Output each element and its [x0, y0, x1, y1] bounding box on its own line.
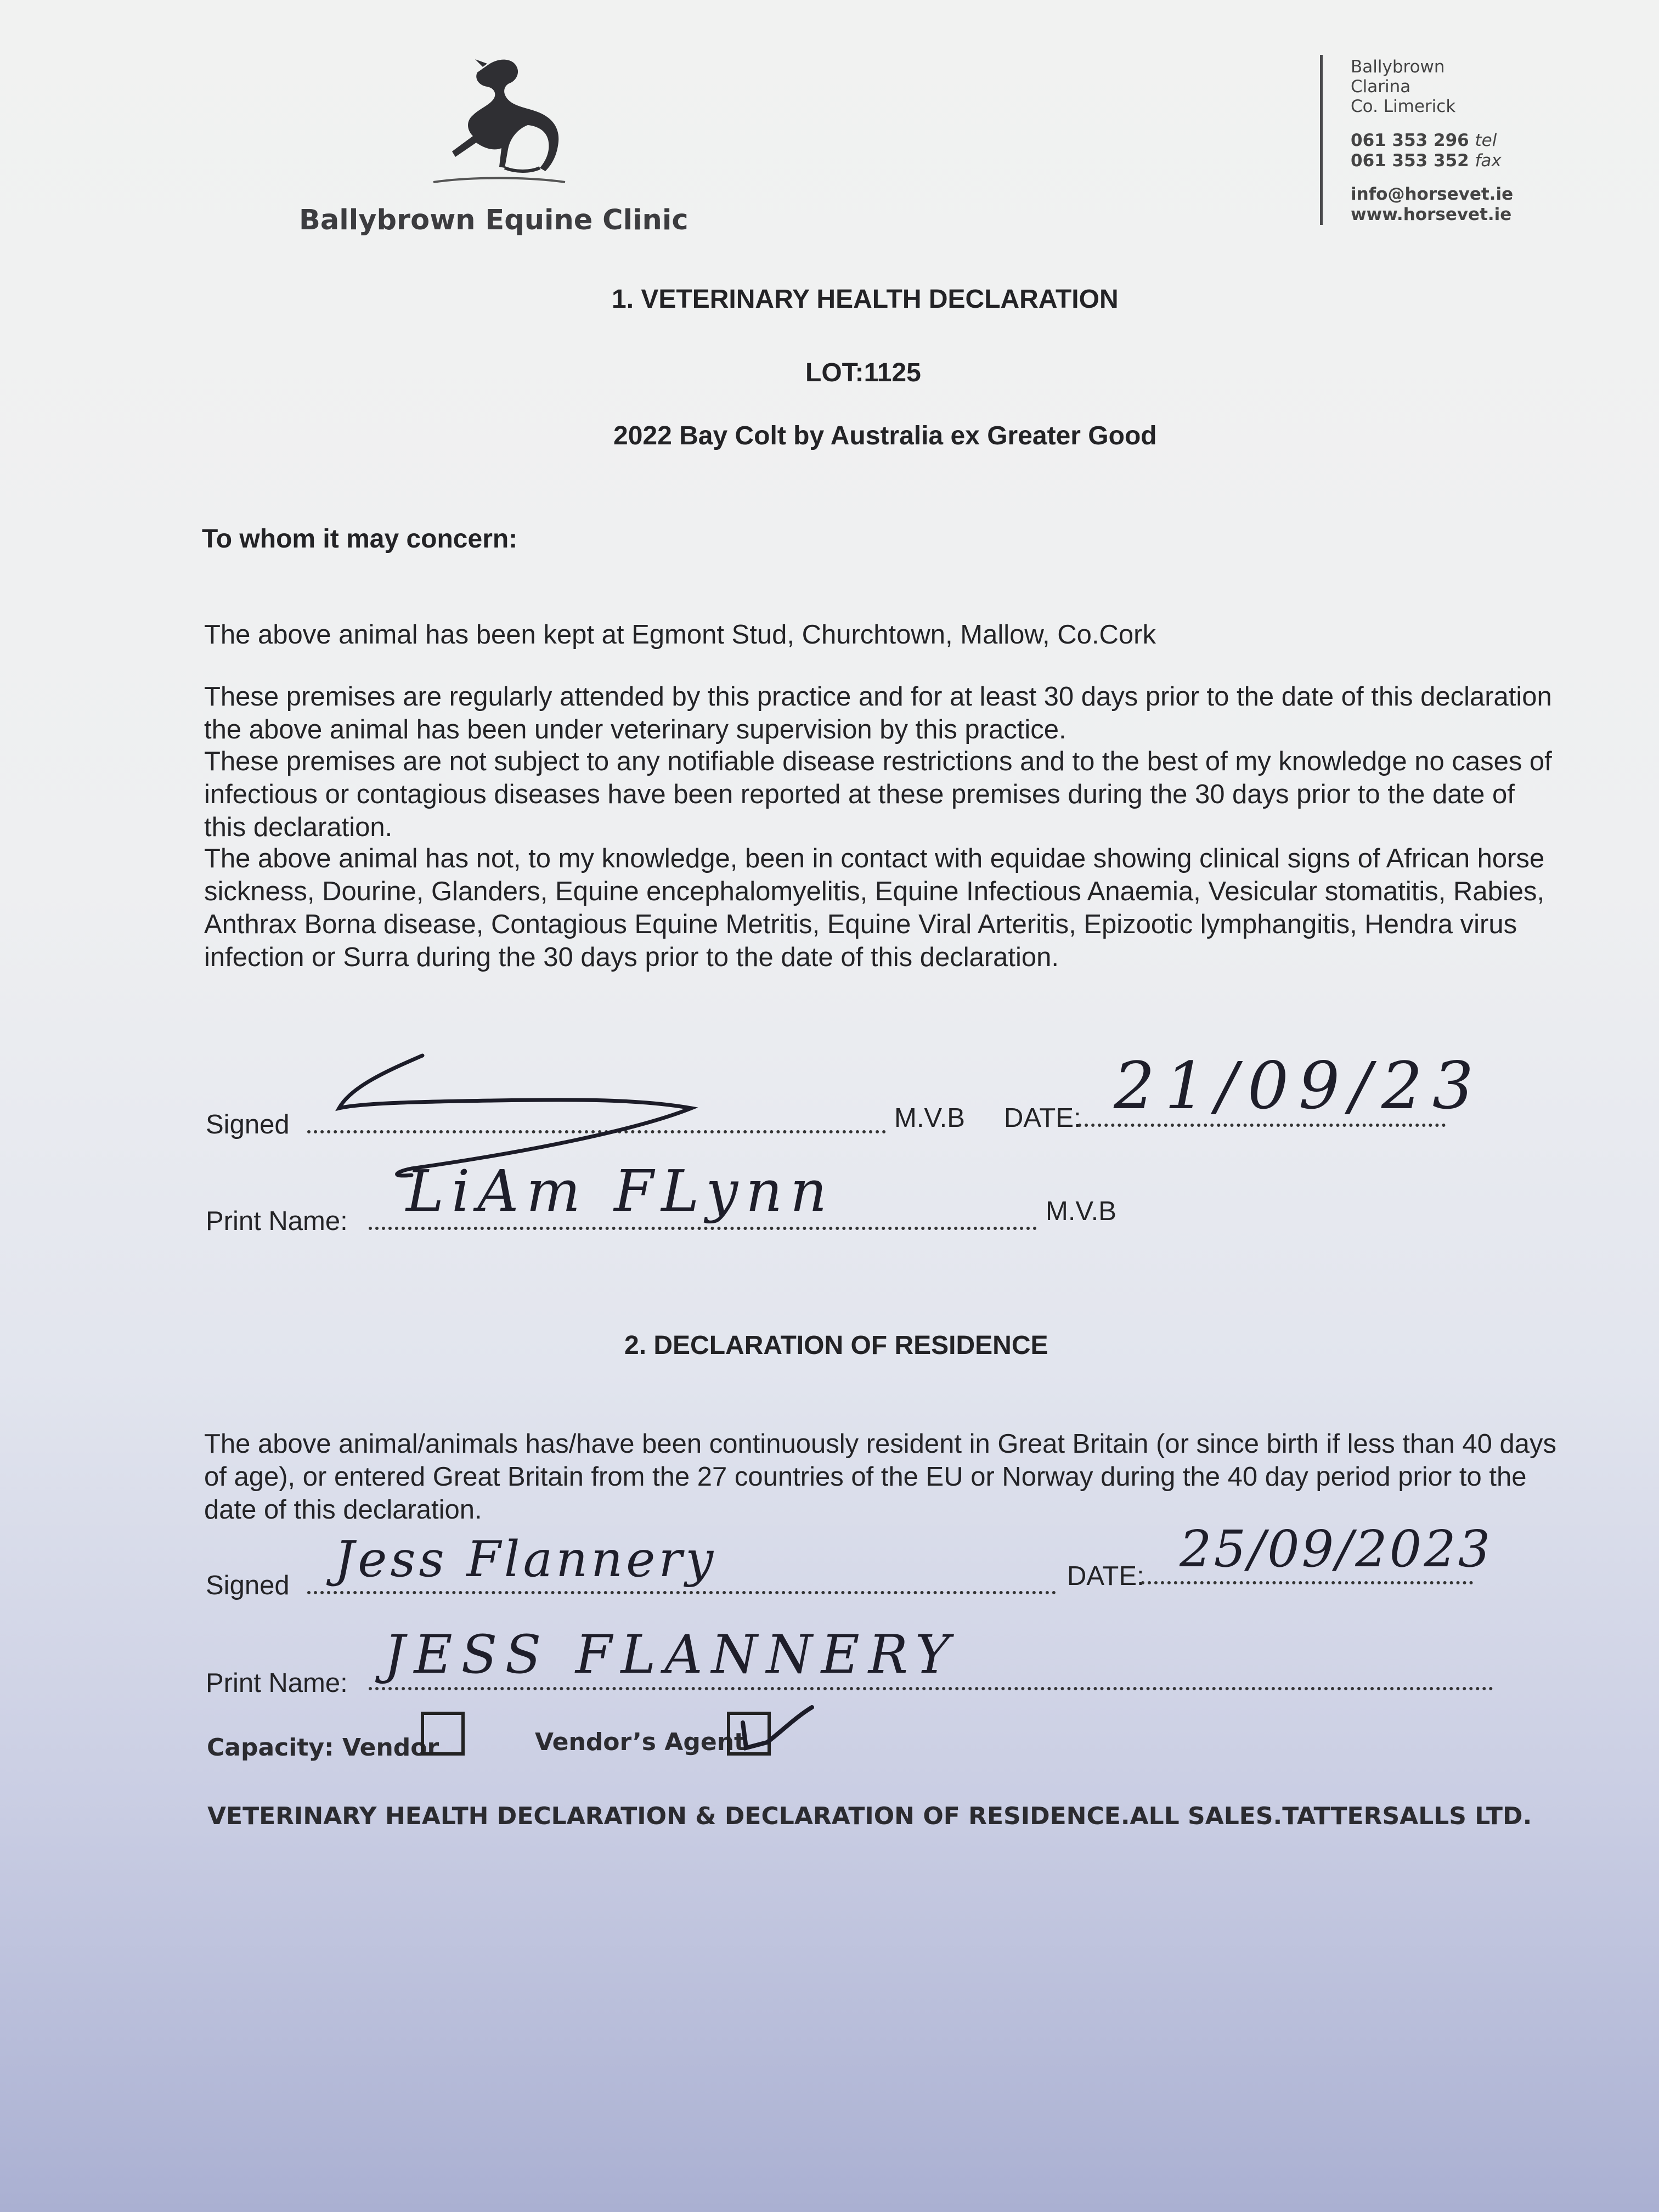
capacity-vendor-label: Capacity: Vendor — [207, 1734, 439, 1762]
mvb-label: M.V.B — [894, 1103, 965, 1133]
print-name-line — [369, 1687, 1493, 1690]
lot-number: LOT:1125 — [805, 358, 921, 387]
salutation: To whom it may concern: — [202, 524, 518, 554]
address-line: Clarina — [1351, 77, 1411, 97]
print-name-handwritten: LiAm FLynn — [406, 1158, 835, 1224]
date-label: DATE: — [1067, 1561, 1144, 1591]
fax-value: 061 353 352 — [1351, 151, 1469, 171]
address-line: Ballybrown — [1351, 57, 1445, 77]
section1-heading: 1. VETERINARY HEALTH DECLARATION — [612, 285, 1119, 314]
print-name-line — [369, 1227, 1037, 1230]
footer-text: VETERINARY HEALTH DECLARATION & DECLARATION OF RESIDENCE.ALL SALES.TATTERSALLS LTD. — [207, 1802, 1532, 1830]
section2-heading: 2. DECLARATION OF RESIDENCE — [624, 1331, 1048, 1360]
website: www.horsevet.ie — [1351, 205, 1512, 224]
vendor-checkbox[interactable] — [421, 1712, 465, 1756]
paragraph-location: The above animal has been kept at Egmont Stud, Churchtown, Mallow, Co.Cork — [204, 620, 1156, 650]
tel-label: tel — [1475, 131, 1497, 150]
fax-label: fax — [1475, 151, 1502, 171]
date-handwritten: 21/09/23 — [1114, 1048, 1483, 1124]
print-name-handwritten: JESS FLANNERY — [384, 1624, 959, 1685]
paragraph-restrictions: These premises are not subject to any notifiable disease restrictions and to the best of my knowledge no cases of infectious or contagious diseases have been reported at these premises during the 30 days prior to the date of this declaration. — [204, 747, 1552, 842]
clinic-name: Ballybrown Equine Clinic — [299, 204, 689, 236]
signed-label: Signed — [206, 1571, 290, 1600]
fax-number — [1351, 151, 1502, 171]
paragraph-contact: The above animal has not, to my knowledge, been in contact with equidae showing clinical signs of African horse sickness, Dourine, Glanders, Equine encephalomyelitis, Equine Infectious Anaemia, Vesicular stomatitis, Rabies, Anthrax Borna disease, Contagious Equine Metritis, Equine Viral Arteritis, Epizootic lymphangitis, Hendra virus infection or Surra during the 30 days prior to the date of this declaration. — [204, 844, 1545, 972]
vendor-signature: Jess Flannery — [335, 1531, 717, 1588]
tel-number: 061 353 296 — [1351, 131, 1469, 150]
paragraph-supervision: These premises are regularly attended by this practice and for at least 30 days prior to the date of this declaration the above animal has been under veterinary supervision by this practice. — [204, 682, 1552, 744]
animal-description: 2022 Bay Colt by Australia ex Greater Good — [613, 421, 1157, 450]
paragraph-residence: The above animal/animals has/have been continuously resident in Great Britain (or since birth if less than 40 days of age), or entered Great Britain from the 27 countries of the EU or Norway during the 40 day period prior to the date of this declaration. — [204, 1429, 1556, 1525]
vendors-agent-label: Vendor’s Agent — [535, 1728, 746, 1756]
print-name-label: Print Name: — [206, 1206, 348, 1236]
date-line — [1078, 1124, 1446, 1127]
date-label: DATE: — [1004, 1103, 1081, 1133]
mvb-label: M.V.B — [1046, 1197, 1116, 1226]
print-name-label: Print Name: — [206, 1668, 348, 1698]
checkmark-icon — [724, 1695, 823, 1767]
signature-line — [307, 1591, 1056, 1594]
address-line: Co. Limerick — [1351, 97, 1456, 116]
email: info@horsevet.ie — [1351, 184, 1514, 204]
date-line — [1141, 1581, 1473, 1584]
letterhead-divider — [1320, 55, 1323, 225]
signed-label: Signed — [206, 1110, 290, 1139]
date-handwritten: 25/09/2023 — [1180, 1520, 1493, 1578]
phone-number — [1351, 131, 1497, 151]
horse-logo-icon — [422, 55, 576, 192]
